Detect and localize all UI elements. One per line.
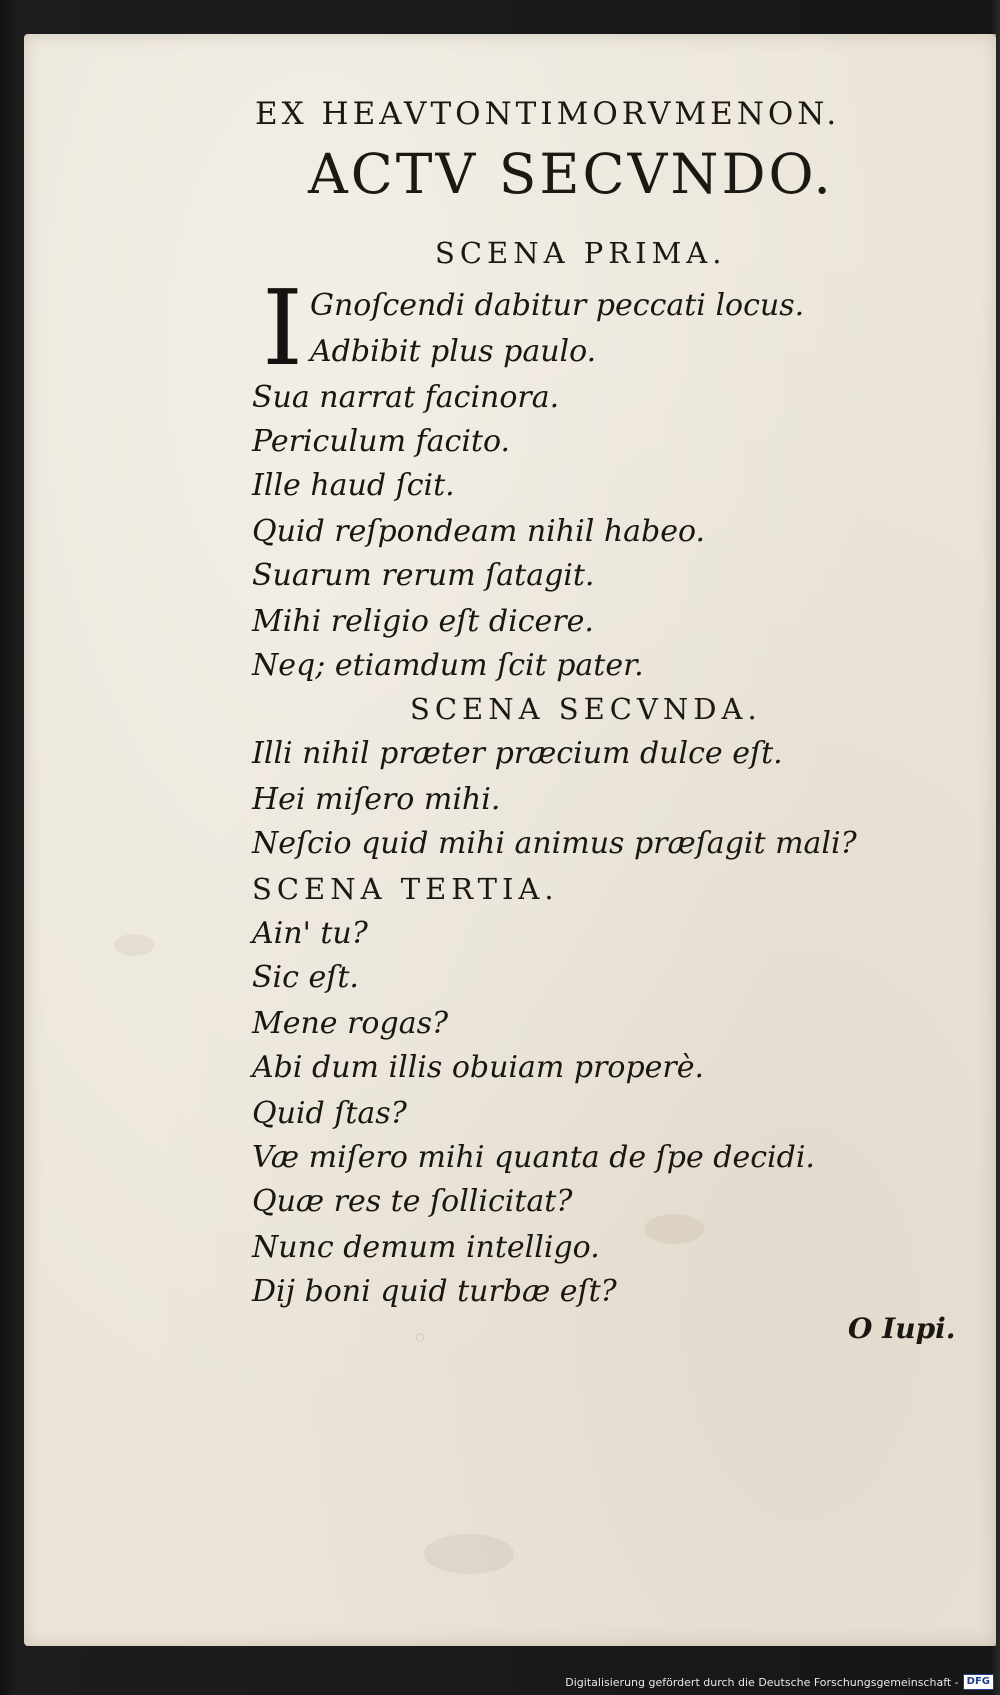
verse-line: Quid ſtas? [252,1096,407,1131]
verse-line: Mene rogas? [252,1006,449,1041]
catchword: O Iupi. [848,1312,956,1345]
verse-line: Dij boni quid turbæ eſt? [252,1274,617,1309]
verse-line: Neq; etiamdum ſcit pater. [252,648,644,683]
verse-line: Mihi religio eſt dicere. [252,604,594,639]
credit-text: Digitalisierung gefördert durch die Deutsche Forschungsgemeinschaft - [565,1675,959,1689]
scene-heading: SCENA TERTIA. [252,872,559,906]
verse-line: Abi dum illis obuiam properè. [252,1050,705,1085]
act-title: ACTV SECVNDO. [308,142,834,206]
verse-line: Nunc demum intelligo. [252,1230,600,1265]
verse-line: Quæ res te ſollicitat? [252,1184,573,1219]
verse-line: Quid reſpondeam nihil habeo. [252,514,706,549]
verse-line: Sic eſt. [252,960,359,995]
verse-line: Sua narrat facinora. [252,380,560,415]
verse-line: Hei miſero mihi. [252,782,501,817]
verse-line: Adbibit plus paulo. [310,334,597,369]
verse-line: Suarum rerum ſatagit. [252,558,595,593]
paper-stain [424,1534,514,1574]
faint-signature-mark: ◦ [412,1322,429,1355]
digitization-credit [565,1673,994,1691]
dfg-logo: DFG [963,1674,994,1690]
verse-line: Illi nihil præter præcium dulce eſt. [252,736,783,771]
scene-heading: SCENA SECVNDA. [410,692,762,726]
running-head: EX HEAVTONTIMORVMENON. [255,96,841,132]
verse-line: Periculum facito. [252,424,511,459]
verse-line: Væ miſero mihi quanta de ſpe decidi. [252,1140,815,1175]
drop-cap: I [262,267,304,389]
verse-line: Neſcio quid mihi animus præſagit mali? [252,826,857,861]
paper-stain [114,934,154,956]
verse-line: Ille haud ſcit. [252,468,455,503]
verse-line: Gnoſcendi dabitur peccati locus. [310,288,805,323]
verse-line: Ain' tu? [252,916,368,951]
paper-stain [644,1214,704,1244]
scene-heading: SCENA PRIMA. [435,236,727,270]
